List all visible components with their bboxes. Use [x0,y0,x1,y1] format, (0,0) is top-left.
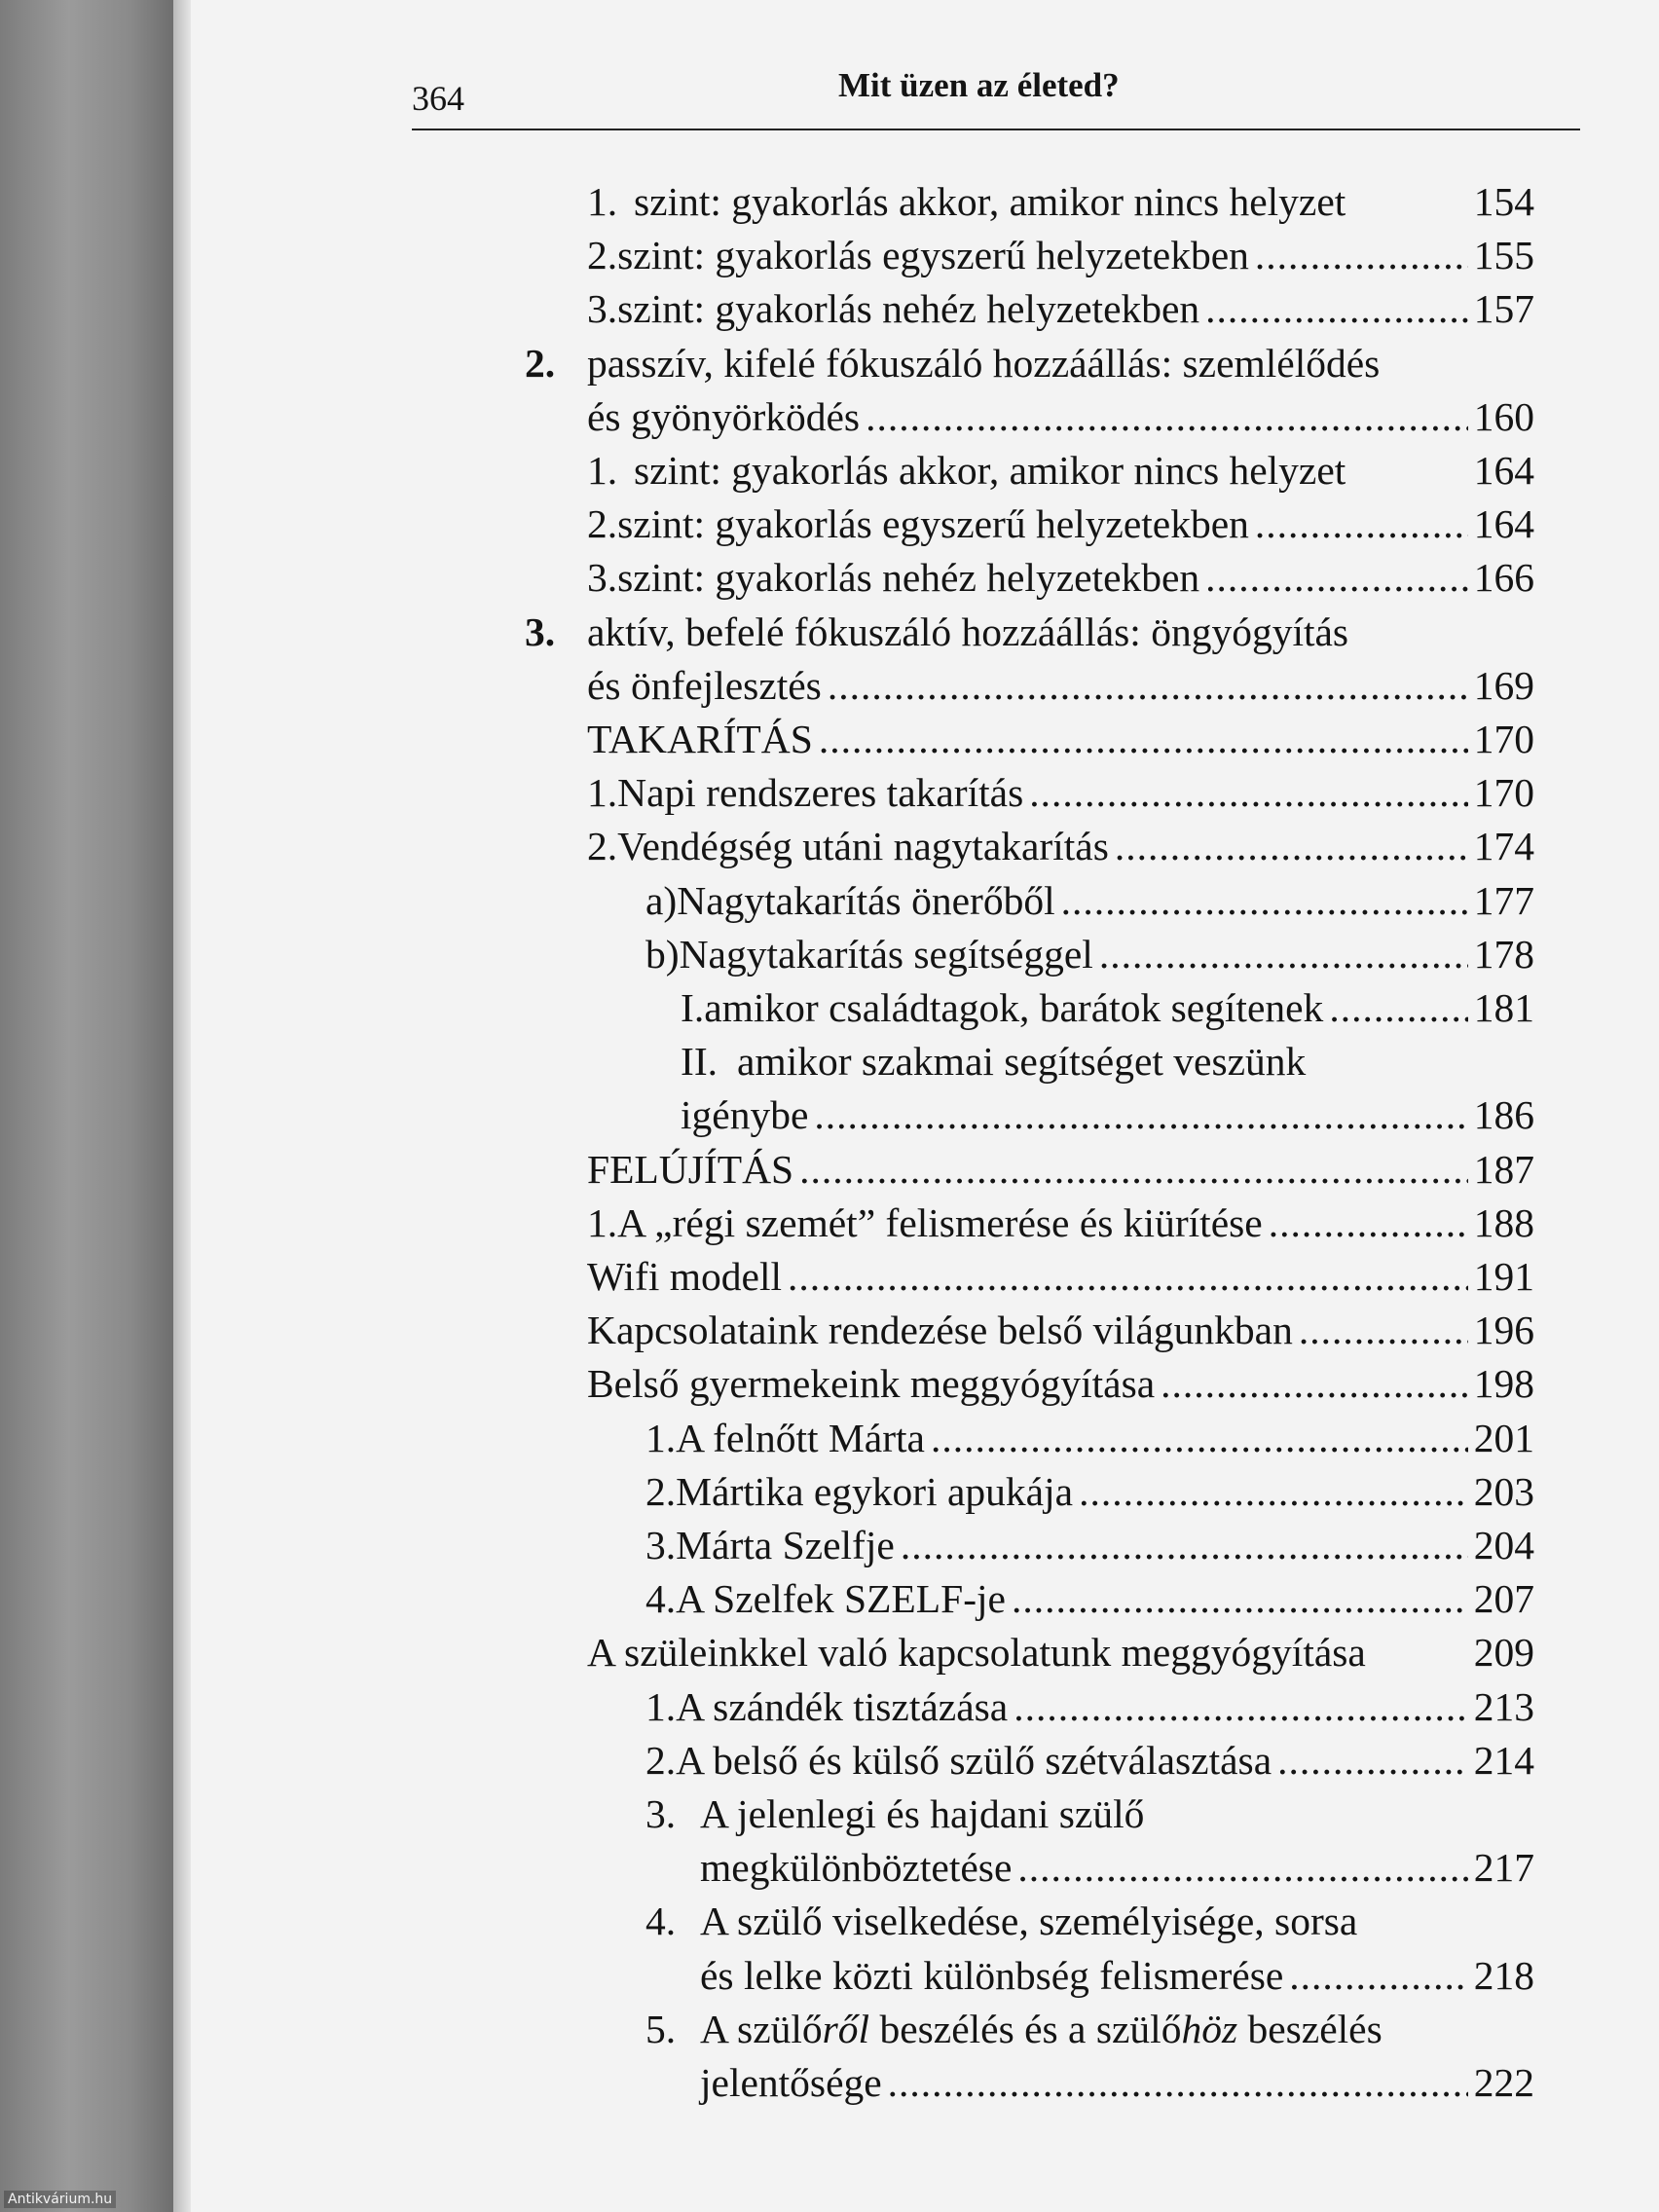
toc-entry [700,1841,1534,1895]
toc-entry-page: 196 [1473,1308,1534,1353]
toc-entry-label: aktív, befelé fókuszáló hozzáállás: öngyógyítás [587,608,1349,654]
toc-entry [587,659,1534,713]
toc-entry-label [700,2003,1382,2056]
toc-entry [645,1572,1534,1626]
toc-entry [681,1088,1534,1142]
toc-entry [587,498,1534,551]
toc-entry-label: A szülő viselkedése, személyisége, sorsa [700,1899,1358,1944]
toc-leader-dots [828,659,1468,713]
toc-entry-label: Kapcsolataink rendezése belső világunkban [587,1308,1293,1353]
toc-entry-label: Napi rendszeres takarítás [617,770,1024,816]
toc-entry-page: 201 [1473,1415,1534,1460]
toc-entry-page: 204 [1473,1523,1534,1567]
toc-entry [645,874,1534,928]
toc-entry [587,1357,1534,1411]
toc-leader-dots [1014,1680,1468,1734]
toc-entry [587,1197,1534,1250]
toc-entry [645,928,1534,981]
toc-entry-page: 222 [1473,2060,1534,2105]
toc-entry-label-part: A szülő [700,2006,823,2051]
toc-entry-number: 4. [645,1576,677,1622]
toc-entry-page: 218 [1473,1952,1534,1998]
toc-leader-dots [1255,229,1468,282]
toc-entry-page: 174 [1473,824,1534,869]
toc-entry-number: 2. [587,824,618,869]
running-title: Mit üzen az életed? [838,66,1120,104]
toc-entry [587,229,1534,282]
toc-entry-number: 3. [587,286,618,332]
toc-entry-page: 164 [1473,448,1534,493]
toc-entry [525,606,1348,659]
toc-entry-number: II. [681,1039,719,1085]
toc-entry-label: Wifi modell [587,1254,783,1299]
toc-entry [645,2003,1382,2056]
toc-entry-page: 214 [1473,1737,1534,1783]
toc-entry-page: 177 [1473,877,1534,923]
page-number: 364 [412,79,464,118]
toc-leader-dots [931,1412,1468,1465]
toc-entry-label-part: ről [822,2006,870,2051]
toc-entry [645,1680,1534,1734]
toc-leader-dots [1161,1357,1468,1411]
toc-entry-label: A belső és külső szülő szétválasztása [676,1737,1272,1783]
toc-entry-page: 157 [1473,286,1534,332]
toc-entry-label: szint: gyakorlás akkor, amikor nincs helyzet [634,179,1346,224]
toc-entry-number: 1. [587,770,618,816]
book-page [191,0,1659,2212]
toc-entry-number: a) [645,877,678,923]
toc-entry [587,1250,1534,1304]
toc-entry-page: 170 [1473,770,1534,816]
toc-entry-number: 3. [525,608,556,654]
toc-entry-label: passzív, kifelé fókuszáló hozzáállás: szemlélődés [587,340,1381,386]
toc-leader-dots [1299,1304,1468,1357]
toc-entry [587,551,1534,605]
toc-entry-number: 1. [645,1415,677,1460]
toc-entry-number: 2. [587,501,618,547]
toc-entry-page: 169 [1473,662,1534,708]
toc-entry-label: Márta Szelfje [676,1523,895,1567]
toc-entry-page: 191 [1473,1254,1534,1299]
toc-entry-page: 164 [1473,501,1534,547]
toc-entry-label: megkülönböztetése [700,1845,1013,1891]
toc-entry-page: 181 [1473,985,1534,1030]
toc-leader-dots [1079,1465,1468,1519]
toc-leader-dots [799,1143,1468,1197]
toc-entry-page: 198 [1473,1361,1534,1407]
toc-entry-label: jelentősége [700,2060,882,2105]
toc-entry-number: 3. [587,555,618,601]
toc-entry-label: szint: gyakorlás akkor, amikor nincs helyzet [634,448,1346,493]
toc-entry-page: 217 [1473,1845,1534,1891]
table-of-contents [191,0,1659,2212]
toc-entry-label-part: höz [1181,2006,1238,2051]
toc-entry-number: 1. [645,1683,677,1729]
toc-entry-number: b) [645,931,680,977]
toc-entry-number: 2. [525,340,556,386]
toc-entry-label: FELÚJÍTÁS [587,1146,794,1192]
toc-entry-page: 166 [1473,555,1534,601]
toc-leader-dots [866,390,1468,444]
toc-entry [587,766,1534,820]
toc-entry-label: A szándék tisztázása [676,1683,1009,1729]
toc-leader-dots [1205,282,1468,336]
toc-leader-dots [1017,1841,1467,1895]
toc-entry-number: I. [681,985,705,1030]
toc-entry-page: 160 [1473,393,1534,439]
toc-entry [645,1412,1534,1465]
toc-leader-dots [1205,551,1468,605]
toc-entry [681,981,1534,1035]
toc-entry-label: A jelenlegi és hajdani szülő [700,1791,1145,1836]
toc-entry [645,1734,1534,1788]
toc-entry-label: Mártika egykori apukája [676,1468,1074,1514]
toc-entry-number: 5. [645,2006,677,2051]
toc-entry-number: 1. [587,1199,618,1245]
toc-entry-label: igénybe [681,1092,809,1138]
toc-leader-dots [1289,1949,1467,2003]
toc-entry-label: A szüleinkkel való kapcsolatunk meggyógyítása [587,1630,1366,1676]
toc-entry [587,1626,1534,1679]
toc-leader-dots [1061,874,1468,928]
toc-entry-page: 178 [1473,931,1534,977]
toc-entry-label: A „régi szemét” felismerése és kiürítése [617,1199,1263,1245]
toc-entry-label-part: beszélés és a szülő [869,2006,1182,2051]
toc-entry [587,820,1534,873]
toc-leader-dots [1029,766,1468,820]
toc-entry [681,1035,1306,1088]
toc-entry-label: TAKARÍTÁS [587,717,813,761]
toc-leader-dots [1255,498,1468,551]
toc-entry-page: 187 [1473,1146,1534,1192]
toc-entry [525,337,1380,390]
toc-entry-number: 2. [587,233,618,278]
toc-entry-label: szint: gyakorlás nehéz helyzetekben [617,555,1200,601]
toc-entry-number: 4. [645,1899,677,1944]
toc-leader-dots [819,713,1468,766]
toc-leader-dots [1329,981,1467,1035]
toc-entry [645,1895,1357,1948]
toc-entry-label: szint: gyakorlás egyszerű helyzetekben [617,501,1249,547]
toc-entry [645,1519,1534,1572]
toc-entry-label: Nagytakarítás segítséggel [679,931,1093,977]
toc-entry-page: 203 [1473,1468,1534,1514]
toc-entry-page: 154 [1473,179,1534,224]
toc-entry-label: és gyönyörködés [587,393,861,439]
toc-entry-label-part: beszélés [1237,2006,1382,2051]
toc-entry-page: 170 [1473,717,1534,761]
toc-entry-number: 3. [645,1791,677,1836]
toc-entry-label: Nagytakarítás önerőből [677,877,1055,923]
toc-entry [645,1788,1144,1841]
toc-entry-number: 2. [645,1737,677,1783]
page-edge [173,0,191,2212]
toc-entry [700,2056,1534,2110]
toc-entry-label: és önfejlesztés [587,662,822,708]
toc-entry-page: 155 [1473,233,1534,278]
toc-entry [587,1304,1534,1357]
toc-leader-dots [788,1250,1468,1304]
toc-entry-number: 1. [587,179,618,224]
toc-entry-label: Belső gyermekeink meggyógyítása [587,1361,1156,1407]
toc-entry-label: amikor szakmai segítséget veszünk [737,1039,1307,1085]
toc-leader-dots [1277,1734,1468,1788]
toc-entry-label: és lelke közti különbség felismerése [700,1952,1284,1998]
toc-entry-number: 2. [645,1468,677,1514]
toc-entry-label: szint: gyakorlás egyszerű helyzetekben [617,233,1249,278]
toc-entry [587,390,1534,444]
toc-entry [587,713,1534,766]
toc-entry-page: 213 [1473,1683,1534,1729]
toc-entry-label: amikor családtagok, barátok segítenek [704,985,1324,1030]
toc-leader-dots [888,2056,1468,2110]
toc-entry-number: 1. [587,448,618,493]
toc-entry-label: A felnőtt Márta [676,1415,925,1460]
watermark: Antikvárium.hu [4,2191,116,2208]
toc-entry-label: Vendégség utáni nagytakarítás [617,824,1109,869]
toc-entry-number: 3. [645,1523,677,1567]
toc-leader-dots [1269,1197,1468,1250]
toc-entry [587,175,1534,229]
toc-leader-dots [814,1088,1467,1142]
toc-entry [700,1949,1534,2003]
toc-entry-page: 207 [1473,1576,1534,1622]
toc-leader-dots [1099,928,1468,981]
toc-entry-page: 209 [1473,1630,1534,1676]
toc-entry-label: szint: gyakorlás nehéz helyzetekben [617,286,1200,332]
toc-entry [645,1465,1534,1519]
toc-leader-dots [901,1519,1468,1572]
toc-entry [587,444,1534,498]
toc-entry [587,1143,1534,1197]
toc-leader-dots [1012,1572,1468,1626]
toc-leader-dots [1115,820,1468,873]
toc-entry-label: A Szelfek SZELF-je [676,1576,1006,1622]
book-spine-shadow [0,0,173,2212]
toc-entry [587,282,1534,336]
toc-entry-page: 188 [1473,1199,1534,1245]
toc-entry-page: 186 [1473,1092,1534,1138]
